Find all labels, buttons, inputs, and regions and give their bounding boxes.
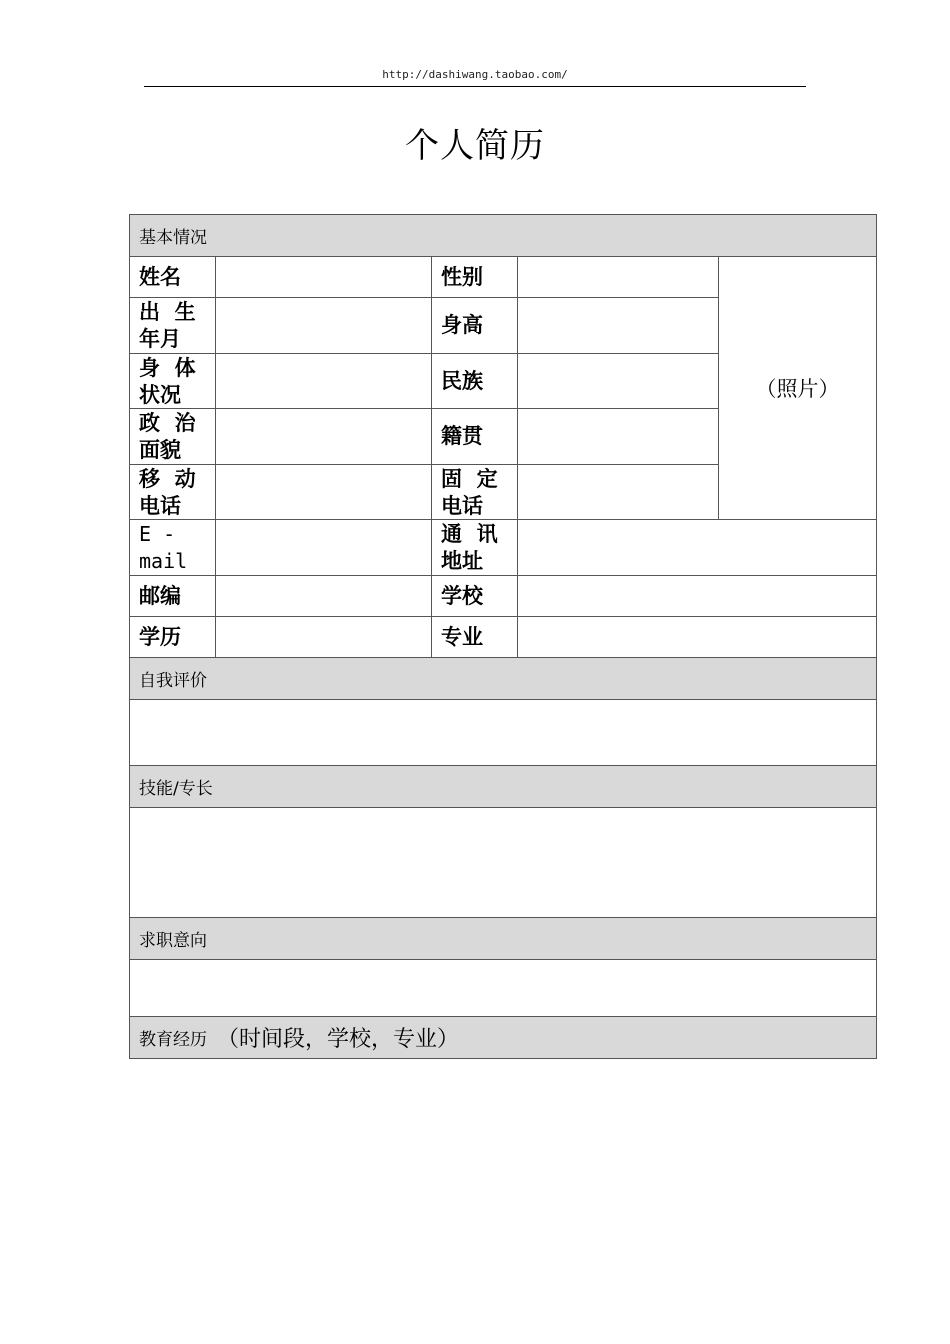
section-self-evaluation	[129, 657, 877, 700]
school-field[interactable]	[517, 575, 877, 617]
label-health: 身 体 状况	[129, 353, 216, 409]
label-major: 专业	[431, 616, 518, 658]
address-field[interactable]	[517, 519, 877, 576]
degree-field[interactable]	[215, 616, 432, 658]
label-political-status: 政 治 面貌	[129, 408, 216, 465]
section-education	[129, 1016, 877, 1059]
gender-field[interactable]	[517, 256, 719, 298]
education-note: （时间段，学校，专业）	[217, 1027, 460, 1052]
photo-placeholder-label: （照片）	[755, 377, 840, 401]
label-email: E - mail	[129, 519, 216, 576]
section-job-objective	[129, 917, 877, 960]
landline-field[interactable]	[517, 464, 719, 520]
section-basic-info	[129, 214, 877, 257]
native-place-field[interactable]	[517, 408, 719, 465]
section-skills	[129, 765, 877, 808]
label-name: 姓名	[129, 256, 216, 298]
name-field[interactable]	[215, 256, 432, 298]
political-status-field[interactable]	[215, 408, 432, 465]
label-native-place: 籍贯	[431, 408, 518, 465]
label-gender: 性别	[431, 256, 518, 298]
section-basic-info-label: 基本情况	[139, 228, 207, 248]
label-mobile: 移 动 电话	[129, 464, 216, 520]
mobile-field[interactable]	[215, 464, 432, 520]
label-degree: 学历	[129, 616, 216, 658]
email-field[interactable]	[215, 519, 432, 576]
label-birth-date: 出 生 年月	[129, 297, 216, 354]
label-ethnicity: 民族	[431, 353, 518, 409]
major-field[interactable]	[517, 616, 877, 658]
header-url: http://dashiwang.taobao.com/	[382, 68, 568, 81]
page-title: 个人简历	[405, 126, 545, 166]
label-height: 身高	[431, 297, 518, 354]
section-skills-label: 技能/专长	[139, 779, 213, 799]
height-field[interactable]	[517, 297, 719, 354]
header-divider	[144, 86, 806, 87]
birth-date-field[interactable]	[215, 297, 432, 354]
photo-placeholder[interactable]	[718, 256, 877, 520]
label-address: 通 讯 地址	[431, 519, 518, 576]
label-postcode: 邮编	[129, 575, 216, 617]
postcode-field[interactable]	[215, 575, 432, 617]
ethnicity-field[interactable]	[517, 353, 719, 409]
health-field[interactable]	[215, 353, 432, 409]
section-education-label: 教育经历	[139, 1030, 207, 1050]
label-landline: 固 定 电话	[431, 464, 518, 520]
label-school: 学校	[431, 575, 518, 617]
job-objective-field[interactable]	[129, 959, 877, 1017]
section-job-objective-label: 求职意向	[139, 931, 207, 951]
section-self-evaluation-label: 自我评价	[139, 671, 207, 691]
self-evaluation-field[interactable]	[129, 699, 877, 766]
skills-field[interactable]	[129, 807, 877, 918]
